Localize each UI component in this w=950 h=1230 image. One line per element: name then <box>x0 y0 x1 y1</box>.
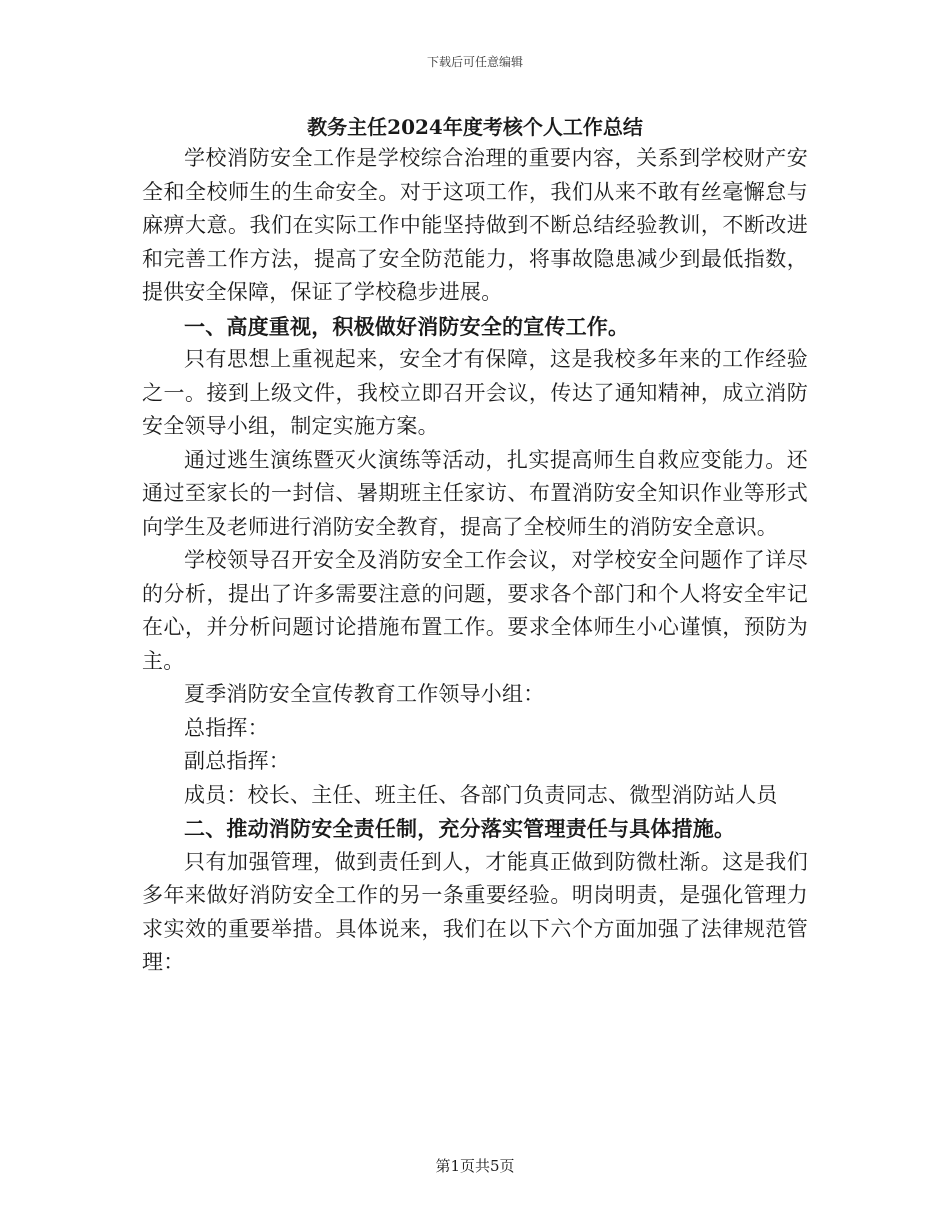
section-heading-2: 二、推动消防安全责任制，充分落实管理责任与具体措施。 <box>184 816 736 841</box>
document-title: 教务主任2024年度考核个人工作总结 <box>307 115 643 139</box>
paragraph-deputy-commander: 副总指挥： <box>184 749 290 773</box>
paragraph: 学校领导召开安全及消防安全工作会议，对学校安全问题作了详尽的分析，提出了许多需要注意的问题，要求各个部门和个人将安全牢记在心，并分析问题讨论措施布置工作。要求全体师生小心谨慎，预防为主。 <box>142 548 808 673</box>
paragraph: 只有思想上重视起来，安全才有保障，这是我校多年来的工作经验之一。接到上级文件，我校立即召开会议，传达了通知精神，成立消防安全领导小组，制定实施方案。 <box>142 347 808 438</box>
paragraph-members: 成员：校长、主任、班主任、各部门负责同志、微型消防站人员 <box>184 782 778 807</box>
document-body <box>142 112 808 980</box>
page-number: 第1页共5页 <box>435 1157 515 1175</box>
paragraph-group-title: 夏季消防安全宣传教育工作领导小组： <box>184 682 545 706</box>
section-heading-1: 一、高度重视，积极做好消防安全的宣传工作。 <box>184 313 630 339</box>
paragraph: 只有加强管理，做到责任到人，才能真正做到防微杜渐。这是我们多年来做好消防安全工作的另一条重要经验。明岗明责，是强化管理力求实效的重要举措。具体说来，我们在以下六个方面加强了法律规范管理： <box>142 849 808 974</box>
page-header-note: 下载后可任意编辑 <box>426 55 523 69</box>
paragraph-intro: 学校消防安全工作是学校综合治理的重要内容，关系到学校财产安全和全校师生的生命安全。对于这项工作，我们从来不敢有丝毫懈怠与麻痹大意。我们在实际工作中能坚持做到不断总结经验教训，不断改进和完善工作方法，提高了安全防范能力，将事故隐患减少到最低指数，提供安全保障，保证了学校稳步进展。 <box>142 146 808 304</box>
paragraph: 通过逃生演练暨灭火演练等活动，扎实提高师生自救应变能力。还通过至家长的一封信、暑期班主任家访、布置消防安全知识作业等形式向学生及老师进行消防安全教育，提高了全校师生的消防安全意识。 <box>142 447 808 539</box>
paragraph-commander: 总指挥： <box>184 715 269 740</box>
